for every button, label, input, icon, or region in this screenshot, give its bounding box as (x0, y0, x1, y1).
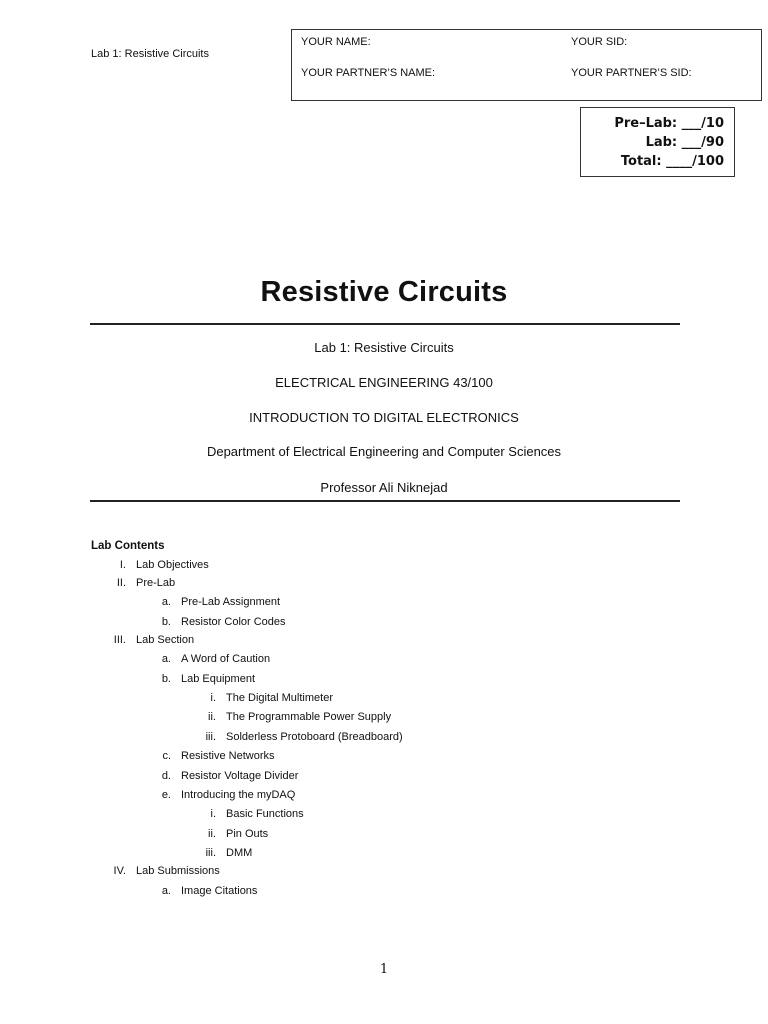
toc-item-label: Lab Section (136, 634, 195, 646)
toc-item-number: I. (119, 559, 126, 571)
total-score: Total: ____/100 (620, 154, 724, 169)
score-box (580, 107, 735, 177)
title-rule (90, 323, 680, 325)
toc-item-number: b. (161, 616, 171, 628)
prelab-score: Pre–Lab: ___/10 (614, 116, 724, 131)
toc-item-number: a. (161, 653, 171, 665)
toc-item-label: The Programmable Power Supply (226, 711, 392, 723)
subtitle-rule (90, 500, 680, 502)
toc-item-number: d. (161, 770, 171, 782)
toc-item-number: i. (210, 808, 216, 820)
lab-score: Lab: ___/90 (645, 135, 724, 150)
toc-item-label: Pre-Lab Assignment (181, 596, 281, 608)
toc-item-label: DMM (226, 847, 253, 859)
toc-item-number: ii. (208, 828, 216, 840)
toc-item-number: iii. (205, 731, 216, 743)
running-header: Lab 1: Resistive Circuits (91, 48, 209, 60)
toc-item-number: c. (162, 750, 171, 762)
toc-item-label: Lab Submissions (136, 865, 220, 877)
toc-item-label: Solderless Protoboard (Breadboard) (226, 731, 403, 743)
toc-item-number: iii. (205, 847, 216, 859)
name-label: YOUR NAME: (301, 36, 371, 48)
toc-item-label: Introducing the myDAQ (181, 789, 296, 801)
toc-item-label: Basic Functions (226, 808, 304, 820)
toc-item-label: Image Citations (181, 885, 258, 897)
toc-item-number: b. (161, 673, 171, 685)
partner-sid-label: YOUR PARTNER’S SID: (571, 67, 692, 79)
student-info-box (291, 29, 762, 101)
toc-item-number: II. (116, 577, 126, 589)
partner-name-label: YOUR PARTNER’S NAME: (301, 67, 436, 79)
subtitle-department: Department of Electrical Engineering and Computer Sciences (206, 444, 562, 459)
toc-item-number: i. (210, 692, 216, 704)
toc-item-number: ii. (208, 711, 216, 723)
toc-item-number: e. (161, 789, 171, 801)
toc-item-label: Resistor Voltage Divider (181, 770, 299, 782)
toc-item-number: III. (113, 634, 126, 646)
toc-item-number: a. (161, 885, 171, 897)
sid-label: YOUR SID: (571, 36, 628, 48)
subtitle-professor: Professor Ali Niknejad (320, 480, 448, 495)
toc-item-label: Resistive Networks (181, 750, 275, 762)
toc-item-label: Pre-Lab (136, 577, 176, 589)
subtitle-lab: Lab 1: Resistive Circuits (314, 340, 454, 355)
toc-item-label: The Digital Multimeter (226, 692, 333, 704)
page-number: 1 (379, 962, 389, 977)
toc-item-number: a. (161, 596, 171, 608)
toc-item-label: A Word of Caution (181, 653, 271, 665)
toc-item-number: IV. (113, 865, 126, 877)
subtitle-course: ELECTRICAL ENGINEERING 43/100 (275, 375, 493, 390)
toc-item-label: Lab Objectives (136, 559, 209, 571)
page-title: Resistive Circuits (260, 276, 508, 308)
toc-item-label: Pin Outs (226, 828, 269, 840)
toc-item-label: Lab Equipment (181, 673, 255, 685)
toc-item-label: Resistor Color Codes (181, 616, 286, 628)
subtitle-course-name: INTRODUCTION TO DIGITAL ELECTRONICS (249, 410, 519, 425)
contents-heading: Lab Contents (91, 540, 165, 552)
